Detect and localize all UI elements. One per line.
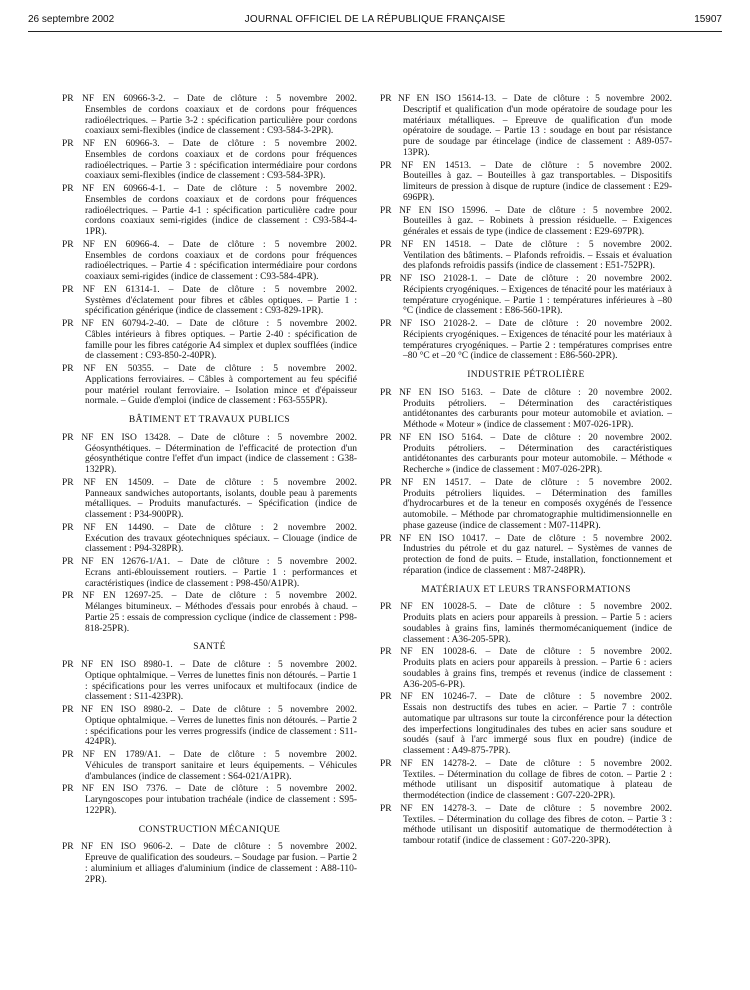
standard-entry [62, 240, 357, 283]
entry-description: Industries du pétrole et du gaz naturel. – Systèmes de vannes de protection de fond de puits. – Etude, installation, fonctionnement et réparation (indice de classement : M87-248PR). [403, 544, 672, 576]
entry-description: Applications ferroviaires. – Câbles à comportement au feu spécifié pour matériel roulant ferroviaire. – Isolation mince et d'épaisseur normale. – Guide d'emploi (indice de classement : F63-555PR). [85, 374, 357, 407]
entry-description: Ensembles de cordons coaxiaux et de cordons pour fréquences radioélectriques. – Partie 4 : spécification intermédiaire pour cordons coaxiaux semi-rigides (indice de classement : C93-584-4PR). [85, 250, 357, 282]
entry-reference: PR NF EN 60794-2-40. – Date de clôture : 5 novembre 2002. [62, 319, 357, 329]
standard-entry [380, 534, 672, 577]
standard-entry [380, 94, 672, 159]
standard-entry [62, 94, 357, 137]
entry-reference: PR NF EN ISO 13428. – Date de clôture : 5 novembre 2002. [62, 432, 357, 443]
section-heading: BÂTIMENT ET TRAVAUX PUBLICS [128, 415, 291, 425]
entry-description: Géosynthétiques. – Détermination de l'efficacité de protection d'un géosynthétique contre l'effet d'un impact (indice de classement : G38-132PR). [85, 443, 357, 475]
entry-reference: PR NF EN ISO 7376. – Date de clôture : 5 novembre 2002. [62, 784, 357, 795]
entry-reference: PR NF EN ISO 9606-2. – Date de clôture : 5 novembre 2002. [62, 842, 357, 853]
entry-description: Bouteilles à gaz. – Bouteilles à gaz transportables. – Dispositifs limiteurs de pression à disque de rupture (indice de classement : E29-696PR). [403, 171, 672, 203]
entry-description: Textiles. – Détermination du collage de fibres de coton. – Partie 2 : méthode utilisant un dispositif automatique à plateau de thermodétection (indice de classement : G07-220-2PR). [403, 769, 672, 801]
entry-reference: PR NF EN 10028-6. – Date de clôture : 5 novembre 2002. [380, 647, 672, 658]
standard-entry [62, 557, 357, 589]
entry-reference: PR NF EN ISO 8980-1. – Date de clôture : 5 novembre 2002. [62, 660, 357, 670]
entry-reference: PR NF EN 10246-7. – Date de clôture : 5 novembre 2002. [380, 692, 672, 703]
section-heading: SANTÉ [193, 642, 226, 653]
entry-description: Exécution des travaux géotechniques spéciaux. – Clouage (indice de classement : P94-328PR). [85, 533, 357, 555]
entry-description: Produits plats en aciers pour appareils à pression. – Partie 6 : aciers soudables à grains fins, trempés et revenus (indice de classement : A36-205-6-PR). [403, 658, 672, 690]
standard-entry [62, 660, 357, 703]
standard-entry [380, 804, 672, 847]
entry-reference: PR NF EN 60966-4-1. – Date de clôture : 5 novembre 2002. [62, 184, 357, 194]
entry-reference: PR NF EN 12697-25. – Date de clôture : 5 novembre 2002. [62, 591, 357, 602]
entry-reference: PR NF EN 14518. – Date de clôture : 5 novembre 2002. [380, 239, 672, 250]
entry-reference: PR NF EN ISO 15996. – Date de clôture : 5 novembre 2002. [380, 205, 672, 216]
entry-description: Produits pétroliers. – Détermination des caractéristiques antidétonantes des carburants pour moteur automobile et aviation. – Méthode « Moteur » (indice de classement : M07-026-1PR). [403, 398, 672, 430]
entry-description: Ventilation des bâtiments. – Plafonds refroidis. – Essais et évaluation des plafonds refroidis passifs (indice de classement : E51-752PR). [403, 250, 672, 272]
entry-reference: PR NF EN 14517. – Date de clôture : 5 novembre 2002. [380, 477, 672, 488]
entry-description: Bouteilles à gaz. – Robinets à pression résiduelle. – Exigences générales et essais de type (indice de classement : E29-697PR). [403, 216, 672, 237]
standard-entry [380, 759, 672, 802]
entry-reference: PR NF EN 60966-3. – Date de clôture : 5 novembre 2002. [62, 139, 357, 149]
entry-description: Descriptif et qualification d'un mode opératoire de soudage pour les matériaux métalliques. – Epreuve de qualification d'un mode opératoire de soudage. – Partie 13 : soudage en bout par résistance pure de soudage par étincelage (indice de classement : A89-057-13PR). [403, 104, 672, 158]
standard-entry [380, 206, 672, 238]
header-rule [28, 31, 722, 32]
section-heading: MATÉRIAUX ET LEURS TRANSFORMATIONS [421, 584, 631, 595]
page-header [28, 14, 722, 30]
standard-entry [62, 319, 357, 362]
entry-reference: PR NF EN 1789/A1. – Date de clôture : 5 novembre 2002. [62, 750, 357, 760]
entry-description: Ensembles de cordons coaxiaux et de cordons pour fréquences radioélectriques. – Partie 3-2 : spécification particulière pour cordons coaxiaux semi-flexibles (indice de classement : C93-584-3-2PR). [85, 104, 357, 137]
right-column [380, 94, 672, 849]
entry-description: Optique ophtalmique. – Verres de lunettes finis non détourés. – Partie 1 : spécifications pour les verres unifocaux et multifocaux (indice de classement : S11-423PR). [85, 670, 357, 703]
standard-entry [380, 647, 672, 690]
standard-entry [380, 692, 672, 757]
entry-description: Essais non destructifs des tubes en acier. – Partie 7 : contrôle automatique par ultrasons sur toute la circonférence pour la détection des imperfections longitudinales des tubes en acier sans soudure et soudés (sauf à l'arc immergé sous flux en poudre) (indice de classement : A49-875-7PR). [403, 703, 672, 756]
section-heading: CONSTRUCTION MÉCANIQUE [138, 824, 281, 835]
entry-description: Laryngoscopes pour intubation trachéale (indice de classement : S95-122PR). [85, 795, 357, 816]
standard-entry [62, 285, 357, 317]
entry-description: Ensembles de cordons coaxiaux et de cordons pour fréquences radioélectriques. – Partie 4-1 : spécification particulière cadre pour cordons coaxiaux semi-rigides (indice de classement : C93-584-4-1PR). [85, 194, 357, 237]
entry-reference: PR NF EN 10028-5. – Date de clôture : 5 novembre 2002. [380, 602, 672, 613]
standard-entry [62, 842, 357, 885]
standard-entry [380, 478, 672, 532]
entry-reference: PR NF EN 14490. – Date de clôture : 2 novembre 2002. [62, 522, 357, 533]
entry-description: Mélanges bitumineux. – Méthodes d'essais pour enrobés à chaud. – Partie 25 : essais de compression cyclique (indice de classement : P98-818-25PR). [85, 602, 357, 634]
standard-entry [380, 319, 672, 362]
standard-entry [380, 388, 672, 431]
entry-description: Ecrans anti-éblouissement routiers. – Partie 1 : performances et caractéristiques (indice de classement : P98-450/A1PR). [85, 567, 357, 589]
entry-reference: PR NF EN 12676-1/A1. – Date de clôture : 5 novembre 2002. [62, 557, 357, 567]
entry-reference: PR NF EN 50355. – Date de clôture : 5 novembre 2002. [62, 364, 357, 374]
entry-description: Ensembles de cordons coaxiaux et de cordons pour fréquences radioélectriques. – Partie 3 : spécification intermédiaire pour cordons coaxiaux semi-flexibles (indice de classement : C93-584-3PR). [85, 149, 357, 182]
entry-description: Optique ophtalmique. – Verres de lunettes finis non détourés. – Partie 2 : spécifications pour les verres progressifs (indice de classement : S11-424PR). [85, 715, 357, 748]
entry-description: Systèmes d'éclatement pour fibres et câbles optiques. – Partie 1 : spécification générique (indice de classement : C93-829-1PR). [85, 295, 357, 317]
standard-entry [62, 750, 357, 782]
standard-entry [62, 523, 357, 555]
entry-reference: PR NF ISO 21028-1. – Date de clôture : 20 novembre 2002. [380, 274, 672, 284]
entry-description: Récipients cryogéniques. – Exigences de ténacité pour les matériaux à température cryogénique. – Partie 1 : températures inférieures à –80 °C (indice de classement : E86-560-1PR). [403, 284, 672, 317]
entry-reference: PR NF EN ISO 5163. – Date de clôture : 20 novembre 2002. [380, 387, 672, 398]
standard-entry [62, 591, 357, 634]
entry-reference: PR NF EN ISO 10417. – Date de clôture : 5 novembre 2002. [380, 533, 672, 544]
entry-description: Panneaux sandwiches autoportants, isolants, double peau à parements métalliques. – Produits manufacturés. – Spécification (indice de classement : P34-900PR). [85, 488, 357, 520]
entry-description: Récipients cryogéniques. – Exigences de ténacité pour les matériaux à températures cryogéniques. – Partie 2 : températures comprises entre –80 °C et –20 °C (indice de classement : E86-560-2PR). [403, 329, 672, 362]
header-date: 26 septembre 2002 [28, 14, 115, 25]
entry-reference: PR NF EN 60966-4. – Date de clôture : 5 novembre 2002. [62, 239, 357, 250]
entry-description: Epreuve de qualification des soudeurs. – Soudage par fusion. – Partie 2 : aluminium et alliages d'aluminium (indice de classement : A88-110-2PR). [85, 853, 357, 885]
entry-reference: PR NF EN 14513. – Date de clôture : 5 novembre 2002. [380, 160, 672, 171]
standard-entry [62, 433, 357, 476]
standard-entry [62, 184, 357, 238]
entry-reference: PR NF ISO 21028-2. – Date de clôture : 20 novembre 2002. [380, 319, 672, 329]
standard-entry [380, 240, 672, 272]
standard-entry [380, 602, 672, 645]
section-heading: INDUSTRIE PÉTROLIÈRE [467, 370, 585, 380]
standard-entry [62, 139, 357, 182]
entry-description: Produits pétroliers. – Détermination des caractéristiques antidétonantes des carburants pour moteur automobile. – Méthode « Recherche » (indice de classement : M07-026-2PR). [403, 443, 672, 475]
entry-description: Produits plats en aciers pour appareils à pression. – Partie 5 : aciers soudables à grains fins, laminés thermomécaniquement (indice de classement : A36-205-5PR). [403, 613, 672, 645]
entry-reference: PR NF EN 14278-2. – Date de clôture : 5 novembre 2002. [380, 758, 672, 769]
header-title: JOURNAL OFFICIEL DE LA RÉPUBLIQUE FRANÇAISE [244, 14, 506, 25]
entry-description: Véhicules de transport sanitaire et leurs équipements. – Véhicules d'ambulances (indice de classement : S64-021/A1PR). [85, 760, 357, 782]
entry-description: Produits pétroliers liquides. – Détermination des familles d'hydrocarbures et de la teneur en composés oxygénés de l'essence automobile. – Méthode par chromatographie multidimensionnelle en phase gazeuse (indice de classement : M07-114PR). [403, 488, 672, 531]
entry-reference: PR NF EN 14509. – Date de clôture : 5 novembre 2002. [62, 477, 357, 488]
standard-entry [62, 478, 357, 521]
standard-entry [62, 784, 357, 816]
standard-entry [380, 274, 672, 317]
entry-description: Câbles intérieurs à fibres optiques. – Partie 2-40 : spécification de famille pour les fibres catégorie A4 simplex et duplex soufflées (indice de classement : C93-850-2-40PR). [85, 329, 357, 362]
standard-entry [62, 705, 357, 748]
standard-entry [62, 364, 357, 407]
entry-reference: PR NF EN 60966-3-2. – Date de clôture : 5 novembre 2002. [62, 94, 357, 104]
entry-reference: PR NF EN 61314-1. – Date de clôture : 5 novembre 2002. [62, 284, 357, 295]
entry-reference: PR NF EN ISO 8980-2. – Date de clôture : 5 novembre 2002. [62, 705, 357, 715]
entry-reference: PR NF EN ISO 15614-13. – Date de clôture : 5 novembre 2002. [380, 94, 672, 104]
entry-reference: PR NF EN ISO 5164. – Date de clôture : 20 novembre 2002. [380, 432, 672, 443]
entry-reference: PR NF EN 14278-3. – Date de clôture : 5 novembre 2002. [380, 803, 672, 814]
left-column [62, 94, 357, 887]
entry-description: Textiles. – Détermination du collage des fibres de coton. – Partie 3 : méthode utilisant un dispositif automatique de thermodétection à tambour rotatif (indice de classement : G07-220-3PR). [403, 814, 672, 846]
standard-entry [380, 433, 672, 476]
page-number: 15907 [694, 14, 722, 25]
standard-entry [380, 161, 672, 204]
